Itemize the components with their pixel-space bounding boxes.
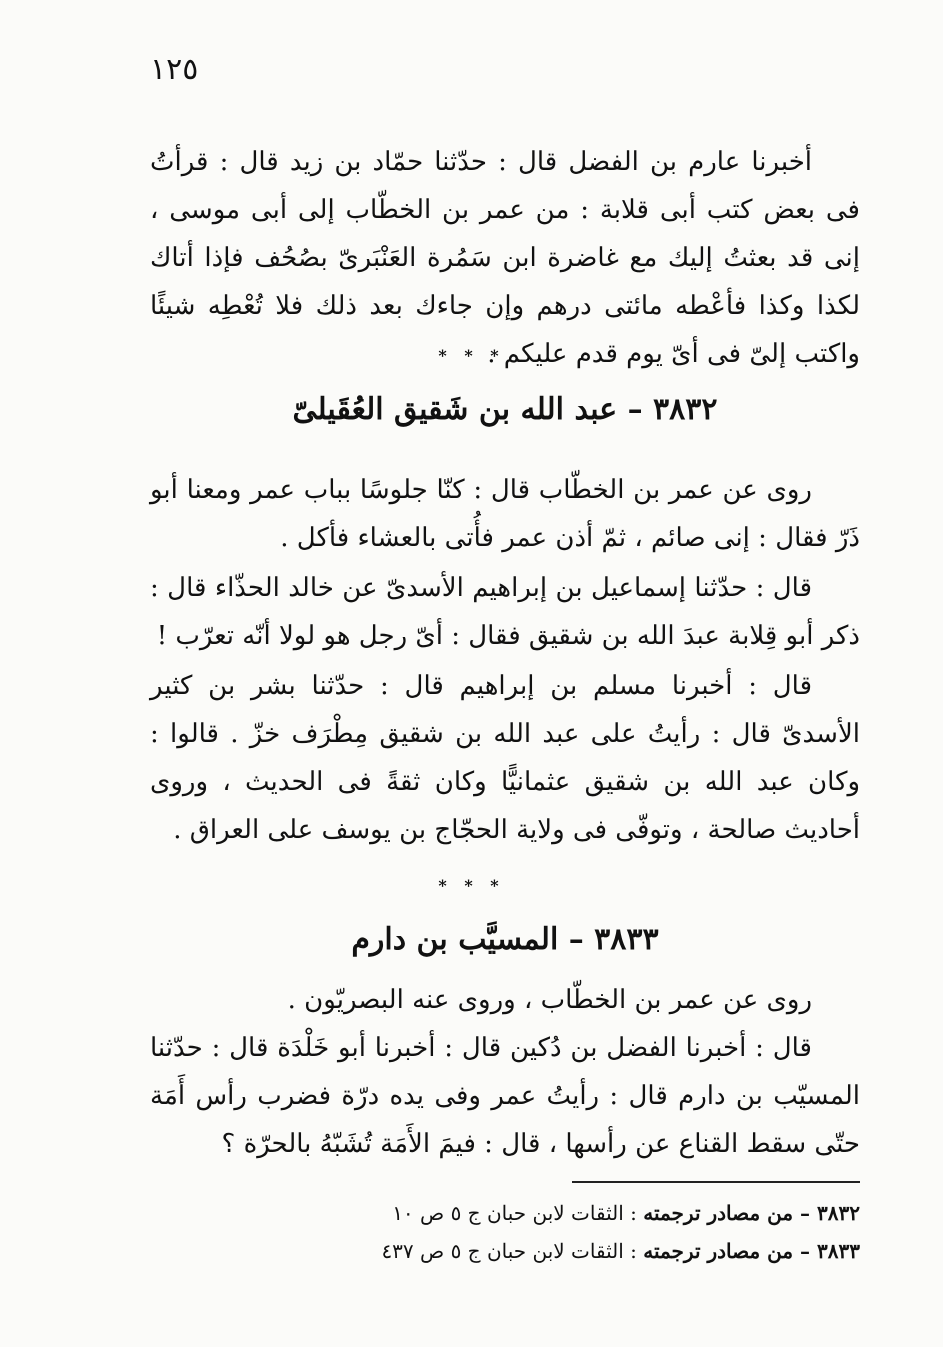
paragraph-4: قال : أخبرنا مسلم بن إبراهيم قال : حدّثنا بشر بن كثير الأسدىّ قال : رأيتُ على عبد الله بن شقيق مِطْرَف خزّ . قالوا : وكان عبد الله بن شقيق عثمانيًّا وكان ثقةً فى الحديث ، وروى أحاديث صالحة ، وتوفّى فى ولاية الحجّاج بن يوسف على العراق . xyxy=(150,671,860,845)
footnote-text: : الثقات لابن حبان ج ٥ ص ٤٣٧ xyxy=(381,1239,644,1263)
footnote-rule xyxy=(572,1181,860,1183)
paragraph-3: قال : حدّثنا إسماعيل بن إبراهيم الأسدىّ عن خالد الحذّاء قال : ذكر أبو قِلابة عبدَ الله بن شقيق فقال : أىّ رجل هو لولا أنّه تعرّب ! xyxy=(150,573,860,651)
footnote-3832 xyxy=(300,1196,860,1230)
footnote-3833 xyxy=(300,1234,860,1268)
section-separator-2: * * * xyxy=(438,876,505,895)
page-number: ١٢٥ xyxy=(150,52,199,87)
entry-heading-3832: ٣٨٣٢ – عبد الله بن شَقيق العُقَيلىّ xyxy=(292,392,718,427)
paragraph-6: قال : أخبرنا الفضل بن دُكين قال : أخبرنا أبو خَلْدَة قال : حدّثنا المسيّب بن دارم قال : رأيتُ عمر وفى يده درّة فضرب رأس أَمَة حتّى سقط القناع عن رأسها ، قال : فيمَ الأَمَة تُشَبّهُ بالحرّة ؟ xyxy=(150,1033,860,1159)
paragraph-5: روى عن عمر بن الخطّاب ، وروى عنه البصريّون . xyxy=(287,985,812,1015)
section-separator-1: * * * xyxy=(438,346,505,365)
paragraph-2: روى عن عمر بن الخطّاب قال : كنّا جلوسًا بباب عمر ومعنا أبو ذَرّ فقال : إنى صائم ، ثمّ أذن عمر فأُتى بالعشاء فأكل . xyxy=(150,475,860,553)
entry-heading-3833: ٣٨٣٣ – المسيَّب بن دارم xyxy=(351,922,659,957)
footnote-text: : الثقات لابن حبان ج ٥ ص ١٠ xyxy=(392,1201,644,1225)
footnote-label: ٣٨٣٢ – من مصادر ترجمته xyxy=(643,1201,860,1225)
footnote-label: ٣٨٣٣ – من مصادر ترجمته xyxy=(643,1239,860,1263)
paragraph-1: أخبرنا عارم بن الفضل قال : حدّثنا حمّاد بن زيد قال : قرأتُ فى بعض كتب أبى قلابة : من عمر بن الخطّاب إلى أبى موسى ، إنى قد بعثتُ إليك مع غاضرة ابن سَمُرة العَنْبَرىّ بصُحُف فإذا أتاك لكذا وكذا فأعْطه مائتى درهم وإن جاءك بعد ذلك فلا تُعْطِه شيئًا واكتب إلىّ فى أىّ يوم قدم عليكم . xyxy=(150,147,860,369)
